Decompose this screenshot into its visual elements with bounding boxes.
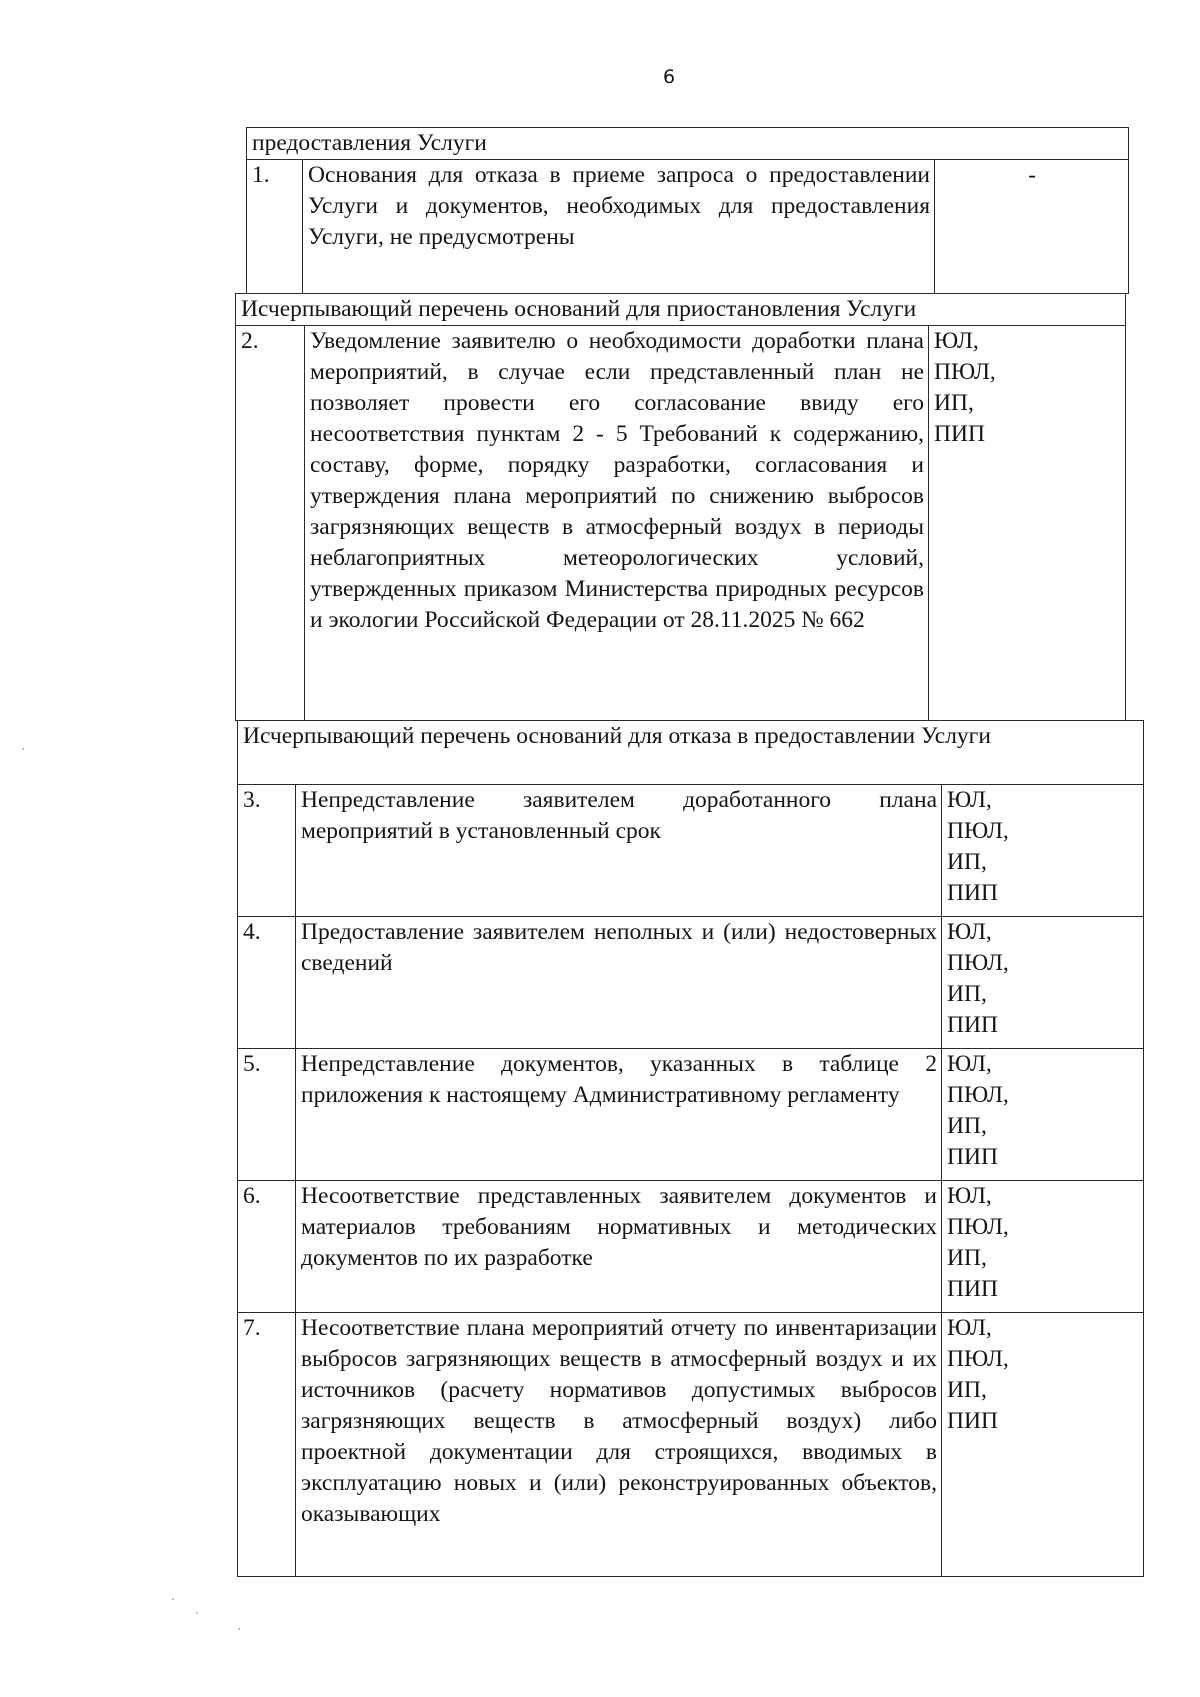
applicant-category: ПЮЛ,	[947, 818, 1009, 844]
row-number: 3.	[238, 785, 296, 917]
row-text: Уведомление заявителю о необходимости доработки плана мероприятий, в случае если представленный план не позволяет провести его согласование ввиду его несоответствия пунктам 2 - 5 Требований к содержанию, составу, форме, порядку разработки, согласования и утверждения плана мероприятий по снижению выбросов загрязняющих веществ в атмосферный воздух в периоды неблагоприятных метеорологических условий, утвержденных приказом Министерства природных ресурсов и экологии Российской Федерации от 28.11.2025 № 662	[305, 326, 929, 721]
applicant-category: ЮЛ,	[947, 1051, 992, 1077]
row-text: Основания для отказа в приеме запроса о предоставлении Услуги и документов, необходимых для предоставления Услуги, не предусмотрены	[303, 160, 935, 294]
section-heading: Исчерпывающий перечень оснований для отказа в предоставлении Услуги	[238, 721, 1144, 785]
scan-speck	[196, 1612, 198, 1614]
row-applicability	[942, 1313, 1144, 1577]
applicant-category: ПИП	[947, 1408, 998, 1434]
scan-speck	[238, 1628, 240, 1630]
applicant-category: ПЮЛ,	[947, 1214, 1009, 1240]
table-row	[247, 160, 1129, 294]
row-applicability	[942, 1181, 1144, 1313]
row-text: Непредставление заявителем доработанного плана мероприятий в установленный срок	[296, 785, 942, 917]
row-text: Предоставление заявителем неполных и (или) недостоверных сведений	[296, 917, 942, 1049]
section-heading: Исчерпывающий перечень оснований для приостановления Услуги	[236, 294, 1126, 326]
row-number: 7.	[238, 1313, 296, 1577]
table-row	[238, 1049, 1144, 1181]
row-applicability: -	[935, 160, 1129, 294]
applicant-category: ПЮЛ,	[934, 359, 996, 385]
applicant-category: ПЮЛ,	[947, 1082, 1009, 1108]
row-applicability	[929, 326, 1126, 721]
row-number: 6.	[238, 1181, 296, 1313]
table-row	[238, 785, 1144, 917]
applicant-category: ПИП	[947, 1144, 998, 1170]
row-text: Несоответствие представленных заявителем документов и материалов требованиям нормативных и методических документов по их разработке	[296, 1181, 942, 1313]
applicant-category: ЮЛ,	[934, 328, 979, 354]
applicant-category: ИП,	[947, 849, 987, 875]
section-table-suspension	[235, 293, 1126, 721]
applicant-category: ПИП	[947, 1012, 998, 1038]
row-text: Непредставление документов, указанных в таблице 2 приложения к настоящему Административному регламенту	[296, 1049, 942, 1181]
applicant-category: ПИП	[947, 880, 998, 906]
row-number: 5.	[238, 1049, 296, 1181]
applicant-category: ИП,	[947, 1113, 987, 1139]
table-row	[238, 917, 1144, 1049]
row-applicability	[942, 785, 1144, 917]
row-text: Несоответствие плана мероприятий отчету по инвентаризации выбросов загрязняющих веществ в атмосферный воздух и их источников (расчету нормативов допустимых выбросов загрязняющих веществ в атмосферный воздух) либо проектной документации для строящихся, вводимых в эксплуатацию новых и (или) реконструированных объектов, оказывающих	[296, 1313, 942, 1577]
scan-speck	[172, 1598, 174, 1600]
applicant-category: ИП,	[947, 1245, 987, 1271]
applicant-category: ПИП	[947, 1276, 998, 1302]
applicant-category: ПЮЛ,	[947, 950, 1009, 976]
table-row	[238, 1181, 1144, 1313]
section-table-service-reception	[246, 127, 1129, 294]
applicant-category: ИП,	[934, 390, 974, 416]
row-number: 4.	[238, 917, 296, 1049]
applicant-category: ПИП	[934, 421, 985, 447]
row-applicability	[942, 1049, 1144, 1181]
section-table-refusal	[237, 720, 1144, 1577]
applicant-category: ЮЛ,	[947, 1183, 992, 1209]
row-number: 2.	[236, 326, 305, 721]
applicant-category: ЮЛ,	[947, 1315, 992, 1341]
row-number: 1.	[247, 160, 303, 294]
table-row	[238, 1313, 1144, 1577]
applicant-category: ИП,	[947, 981, 987, 1007]
table-row	[236, 326, 1126, 721]
section-heading: предоставления Услуги	[247, 128, 1129, 160]
applicant-category: ЮЛ,	[947, 787, 992, 813]
applicant-category: ПЮЛ,	[947, 1346, 1009, 1372]
page-number: 6	[662, 66, 676, 88]
applicant-category: ЮЛ,	[947, 919, 992, 945]
applicant-category: ИП,	[947, 1377, 987, 1403]
row-applicability	[942, 917, 1144, 1049]
scan-speck	[22, 748, 24, 750]
